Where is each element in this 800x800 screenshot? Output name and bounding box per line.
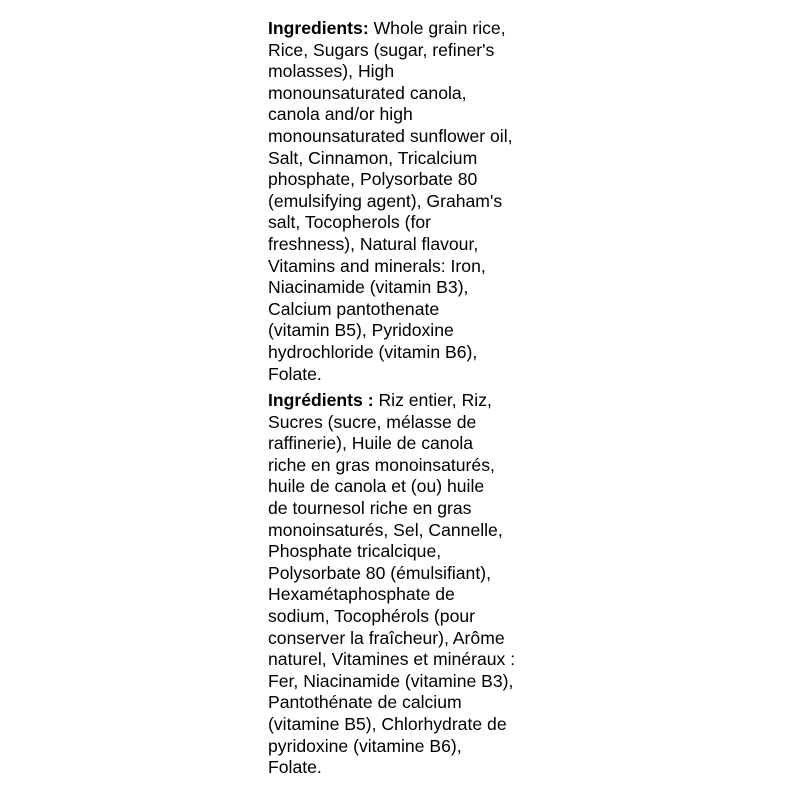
english-ingredients-line: (emulsifying agent), Graham's bbox=[268, 190, 503, 211]
french-ingredients-line: Pantothénate de calcium bbox=[268, 692, 462, 713]
english-ingredients-line: Niacinamide (vitamin B3), bbox=[268, 277, 469, 298]
french-ingredients-line: naturel, Vitamines et minéraux : bbox=[268, 649, 516, 670]
french-ingredients bbox=[268, 390, 788, 779]
english-ingredients-line: Whole grain rice, bbox=[368, 18, 506, 38]
french-ingredients-line: Phosphate tricalcique, bbox=[268, 541, 442, 562]
french-first-line bbox=[268, 390, 788, 412]
french-ingredients-line: sodium, Tocophérols (pour bbox=[268, 606, 476, 627]
english-ingredients-line: monounsaturated sunflower oil, bbox=[268, 125, 513, 146]
english-ingredients-line: Salt, Cinnamon, Tricalcium bbox=[268, 147, 478, 168]
french-ingredients-line: Sucres (sucre, mélasse de bbox=[268, 411, 477, 432]
french-ingredients-line: conserver la fraîcheur), Arôme bbox=[268, 627, 505, 648]
french-ingredients-heading: Ingrédients : bbox=[268, 390, 374, 411]
french-ingredients-line: pyridoxine (vitamine B6), bbox=[268, 735, 462, 756]
french-ingredients-line: Fer, Niacinamide (vitamine B3), bbox=[268, 670, 514, 691]
french-ingredients-line: (vitamine B5), Chlorhydrate de bbox=[268, 714, 507, 734]
english-ingredients-line: Vitamins and minerals: Iron, bbox=[268, 255, 486, 276]
english-ingredients-heading: Ingredients: bbox=[268, 18, 369, 38]
english-ingredients-line: Folate. bbox=[268, 363, 322, 384]
french-ingredients-line: monoinsaturés, Sel, Cannelle, bbox=[268, 519, 503, 540]
english-first-line bbox=[268, 18, 788, 40]
english-ingredients-line: (vitamin B5), Pyridoxine bbox=[268, 320, 454, 341]
french-ingredients-line: Polysorbate 80 (émulsifiant), bbox=[268, 562, 491, 583]
french-ingredients-line: Hexamétaphosphate de bbox=[268, 584, 455, 605]
french-ingredients-line: Folate. bbox=[268, 757, 322, 778]
english-ingredients-line: freshness), Natural flavour, bbox=[268, 233, 479, 254]
english-ingredients bbox=[268, 18, 788, 385]
french-ingredients-line: raffinerie), Huile de canola bbox=[268, 433, 474, 454]
english-ingredients-line: monounsaturated canola, bbox=[268, 82, 467, 103]
english-ingredients-line: canola and/or high bbox=[268, 104, 413, 125]
english-ingredients-line: molasses), High bbox=[268, 61, 395, 82]
english-ingredients-line: Calcium pantothenate bbox=[268, 298, 440, 319]
french-ingredients-line: Riz entier, Riz, bbox=[373, 390, 492, 411]
english-ingredients-line: salt, Tocopherols (for bbox=[268, 212, 431, 233]
english-ingredients-line: phosphate, Polysorbate 80 bbox=[268, 169, 478, 190]
french-ingredients-line: de tournesol riche en gras bbox=[268, 498, 472, 519]
french-ingredients-line: riche en gras monoinsaturés, bbox=[268, 454, 495, 475]
french-ingredients-line: huile de canola et (ou) huile bbox=[268, 476, 485, 497]
english-ingredients-line: Rice, Sugars (sugar, refiner's bbox=[268, 39, 495, 60]
english-ingredients-line: hydrochloride (vitamin B6), bbox=[268, 341, 478, 362]
ingredients-label-panel bbox=[268, 18, 788, 779]
